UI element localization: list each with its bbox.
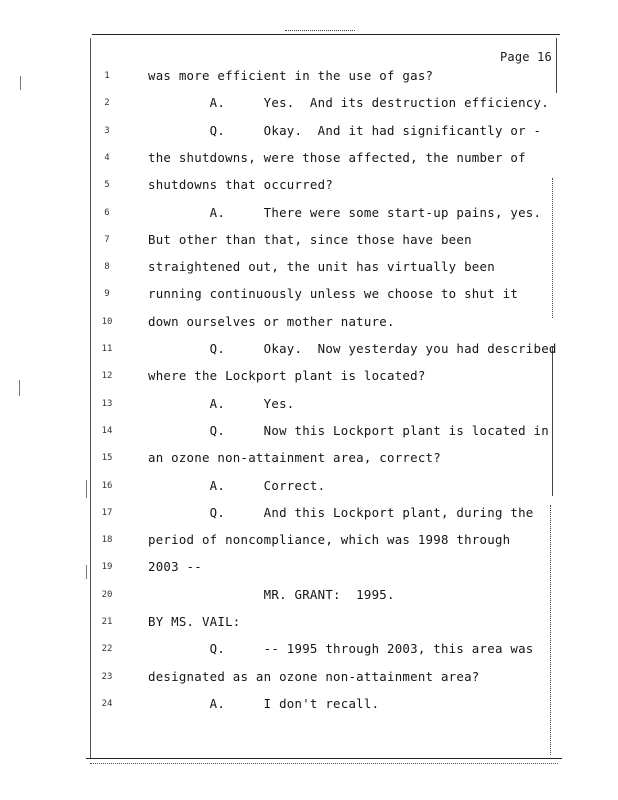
transcript-line <box>0 641 560 661</box>
transcript-line <box>0 123 560 143</box>
transcript-line <box>0 150 560 170</box>
line-text: A. Yes. And its destruction efficiency. <box>148 95 549 111</box>
line-text: straightened out, the unit has virtually been <box>148 259 495 275</box>
line-number: 2 <box>104 98 110 109</box>
page-number: Page 16 <box>500 50 552 64</box>
line-number: 19 <box>101 562 113 573</box>
transcript-line <box>0 423 560 443</box>
transcript-line <box>0 68 560 88</box>
transcript-line <box>0 205 560 225</box>
transcript-line <box>0 450 560 470</box>
transcript-line <box>0 559 560 579</box>
line-number: 4 <box>104 152 110 163</box>
line-number: 7 <box>104 234 110 245</box>
line-number: 15 <box>101 453 113 464</box>
line-text: designated as an ozone non-attainment area? <box>148 668 480 684</box>
transcript-line <box>0 587 560 607</box>
line-text: 2003 -- <box>148 559 202 575</box>
top-border-rule <box>92 34 560 35</box>
line-number: 24 <box>101 698 113 709</box>
line-text: period of noncompliance, which was 1998 through <box>148 532 511 548</box>
line-number: 1 <box>104 71 110 81</box>
line-text: the shutdowns, were those affected, the number of <box>148 149 526 165</box>
transcript-line <box>0 368 560 388</box>
transcript-line <box>0 259 560 279</box>
transcript-line <box>0 532 560 552</box>
line-text: where the Lockport plant is located? <box>148 368 426 384</box>
line-number: 6 <box>104 207 110 218</box>
line-text: But other than that, since those have been <box>148 231 472 247</box>
line-text: Q. -- 1995 through 2003, this area was <box>148 641 534 657</box>
transcript-line <box>0 669 560 689</box>
transcript-line <box>0 505 560 525</box>
line-text: A. Correct. <box>148 477 326 493</box>
line-number: 12 <box>101 371 113 382</box>
bottom-border-rule <box>86 758 562 759</box>
line-number: 3 <box>104 125 110 136</box>
line-number: 18 <box>101 535 113 546</box>
line-text: running continuously unless we choose to shut it <box>148 286 519 302</box>
line-number: 5 <box>104 180 110 191</box>
top-scan-mark <box>285 30 355 31</box>
line-text: was more efficient in the use of gas? <box>148 68 434 83</box>
transcript-line <box>0 478 560 498</box>
line-text: A. Yes. <box>148 395 295 411</box>
line-text: Q. Okay. And it had significantly or - <box>148 122 542 138</box>
transcript-line <box>0 396 560 416</box>
transcript-line <box>0 614 560 634</box>
bottom-scan-mark <box>90 763 558 764</box>
line-text: down ourselves or mother nature. <box>148 313 395 329</box>
transcript-line <box>0 341 560 361</box>
line-number: 20 <box>101 589 113 600</box>
line-text: shutdowns that occurred? <box>148 177 334 193</box>
line-number: 11 <box>101 344 113 354</box>
line-number: 16 <box>101 480 113 491</box>
line-text: MR. GRANT: 1995. <box>148 586 395 602</box>
line-text: Q. Okay. Now yesterday you had described <box>148 341 557 356</box>
line-text: A. There were some start-up pains, yes. <box>148 204 542 220</box>
transcript-line <box>0 232 560 252</box>
line-number: 21 <box>101 617 113 627</box>
transcript-line <box>0 314 560 334</box>
transcript-line <box>0 286 560 306</box>
line-number: 23 <box>101 671 113 682</box>
line-number: 13 <box>101 398 113 409</box>
transcript-line <box>0 177 560 197</box>
line-text: an ozone non-attainment area, correct? <box>148 450 441 466</box>
transcript-line <box>0 95 560 115</box>
line-number: 17 <box>101 507 113 518</box>
line-text: A. I don't recall. <box>148 695 380 711</box>
line-text: Q. And this Lockport plant, during the <box>148 504 534 520</box>
line-number: 14 <box>101 425 113 436</box>
line-number: 22 <box>101 644 113 655</box>
line-text: BY MS. VAIL: <box>148 614 241 629</box>
line-number: 10 <box>101 316 113 327</box>
line-text: Q. Now this Lockport plant is located in <box>148 422 549 438</box>
transcript-line <box>0 696 560 716</box>
line-number: 8 <box>104 262 110 273</box>
line-number: 9 <box>104 289 110 300</box>
